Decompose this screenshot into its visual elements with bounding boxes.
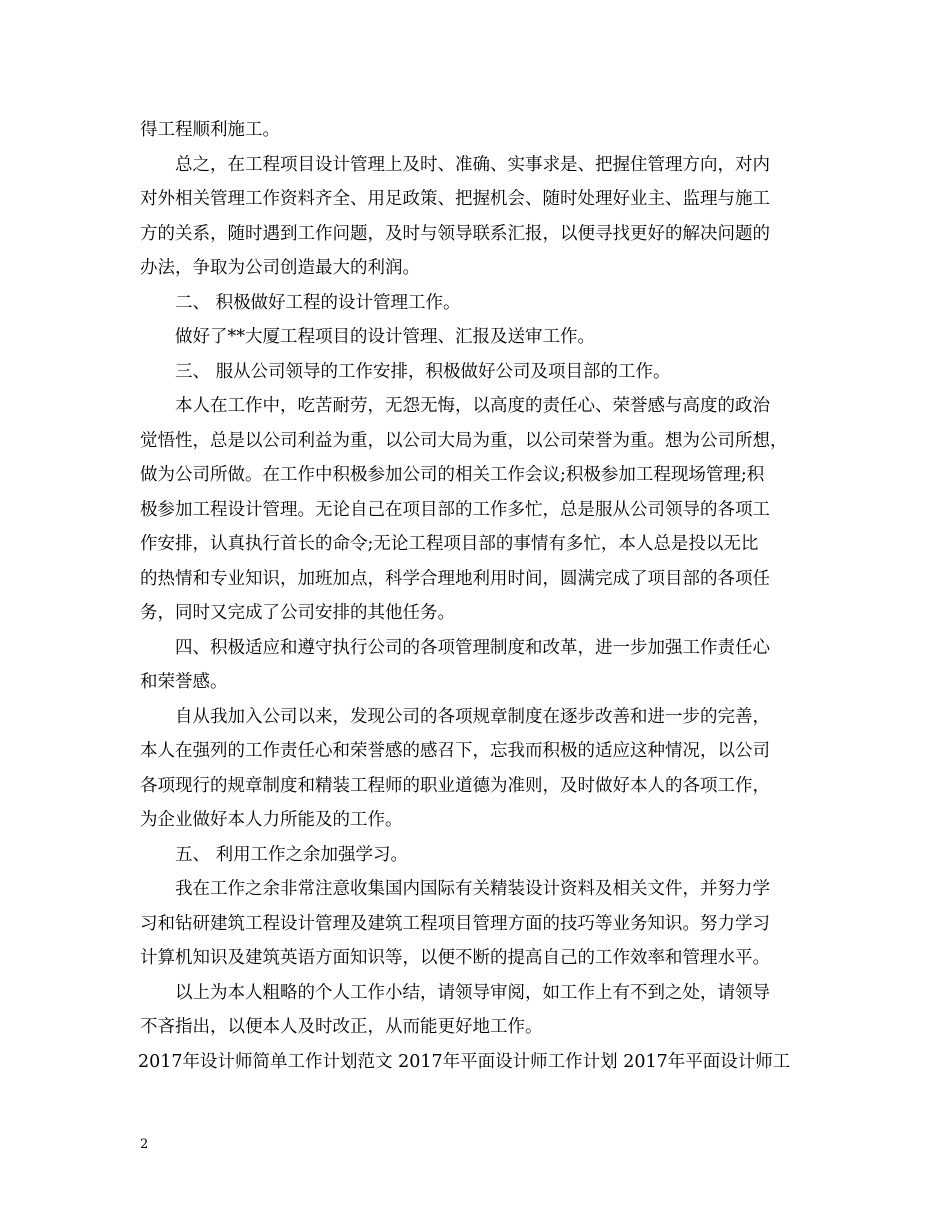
text-line: 以上为本人粗略的个人工作小结，请领导审阅，如工作上有不到之处，请领导 (175, 982, 770, 1003)
section-heading: 四、积极适应和遵守执行公司的各项管理制度和改革，进一步加强工作责任心 (175, 637, 770, 658)
text-line: 做为公司所做。在工作中积极参加公司的相关工作会议;积极参加工程现场管理;积 (140, 465, 765, 485)
page-number: 2 (140, 1137, 149, 1152)
text-line: 本人在工作中，吃苦耐劳，无怨无悔，以高度的责任心、荣誉感与高度的政治 (175, 396, 770, 416)
text-line: 极参加工程设计管理。无论自己在项目部的工作多忙，总是服从公司领导的各项工 (140, 499, 770, 520)
related-articles-line: 2017年设计师简单工作计划范文 2017年平面设计师工作计划 2017年平面设计师工 (138, 1051, 791, 1072)
text-line: 和荣誉感。 (140, 672, 228, 692)
text-line: 各项现行的规章制度和精装工程师的职业道德为准则，及时做好本人的各项工作， (140, 775, 770, 796)
section-heading: 三、 服从公司领导的工作安排，积极做好公司及项目部的工作。 (175, 361, 671, 382)
text-line: 为企业做好本人力所能及的工作。 (140, 810, 403, 830)
document-body (140, 113, 815, 1079)
text-line: 办法，争取为公司创造最大的利润。 (140, 258, 420, 278)
text-line: 做好了**大厦工程项目的设计管理、汇报及送审工作。 (175, 327, 595, 347)
text-line: 对外相关管理工作资料齐全、用足政策、把握机会、随时处理好业主、监理与施工 (140, 189, 770, 209)
text-line: 计算机知识及建筑英语方面知识等，以便不断的提高自己的工作效率和管理水平。 (140, 948, 770, 968)
section-heading: 二、 积极做好工程的设计管理工作。 (175, 292, 461, 313)
text-line: 得工程顺利施工。 (140, 120, 280, 140)
text-line: 务，同时又完成了公司安排的其他任务。 (140, 603, 455, 623)
text-line: 作安排，认真执行首长的命令;无论工程项目部的事情有多忙，本人总是投以无比 (140, 534, 759, 554)
text-line: 自从我加入公司以来，发现公司的各项规章制度在逐步改善和进一步的完善， (175, 706, 770, 727)
text-line: 的热情和专业知识，加班加点，科学合理地利用时间，圆满完成了项目部的各项任 (140, 568, 770, 589)
text-line: 我在工作之余非常注意收集国内国际有关精装设计资料及相关文件，并努力学 (175, 879, 770, 899)
text-line: 总之，在工程项目设计管理上及时、准确、实事求是、把握住管理方向，对内 (175, 154, 770, 175)
text-line: 习和钻研建筑工程设计管理及建筑工程项目管理方面的技巧等业务知识。努力学习 (140, 913, 770, 934)
text-line: 方的关系，随时遇到工作问题，及时与领导联系汇报，以便寻找更好的解决问题的 (140, 223, 770, 244)
text-line: 不吝指出，以便本人及时改正，从而能更好地工作。 (140, 1017, 543, 1037)
text-line: 觉悟性，总是以公司利益为重，以公司大局为重，以公司荣誉为重。想为公司所想， (140, 430, 788, 451)
text-line: 本人在强列的工作责任心和荣誉感的感召下，忘我而积极的适应这种情况，以公司 (140, 741, 770, 761)
section-heading: 五、 利用工作之余加强学习。 (175, 844, 409, 865)
